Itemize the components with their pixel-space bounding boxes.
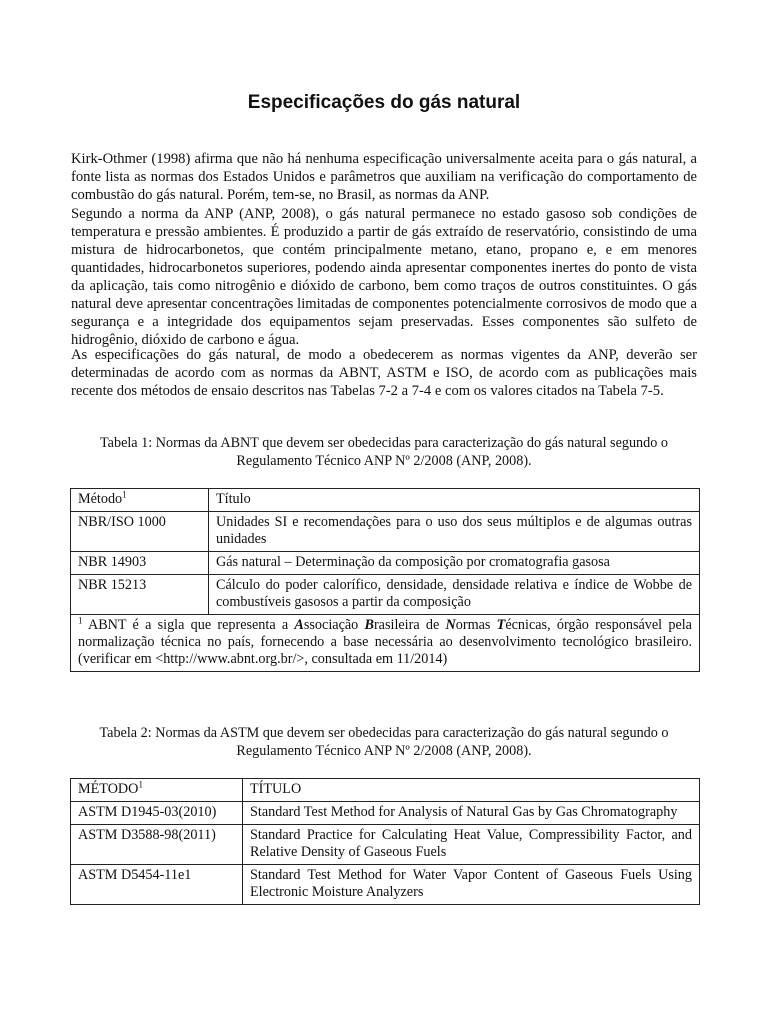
header-cell-title: TÍTULO bbox=[243, 779, 700, 802]
table-row bbox=[71, 802, 700, 825]
table-row bbox=[71, 865, 700, 905]
abnt-standards-table bbox=[70, 488, 700, 672]
table1-caption: Tabela 1: Normas da ABNT que devem ser obedecidas para caracterização do gás natural segundo o Regulamento Técnico ANP Nº 2/2008 (ANP, 2008). bbox=[100, 435, 668, 469]
title-cell: Gás natural – Determinação da composição por cromatografia gasosa bbox=[209, 552, 700, 575]
method-cell: NBR 14903 bbox=[71, 552, 209, 575]
header-cell-method: MÉTODO$^1$ bbox=[71, 779, 243, 802]
header-cell-method: Método$^1$ bbox=[71, 489, 209, 512]
table-header-row bbox=[71, 489, 700, 512]
paragraph-1: Kirk-Othmer (1998) afirma que não há nenhuma especificação universalmente aceita para o gás natural, a fonte lista as normas dos Estados Unidos e parâmetros que auxiliam na verificação do comportamento de combustão do gás natural. Porém, tem-se, no Brasil, as normas da ANP. bbox=[71, 151, 697, 203]
method-cell: ASTM D1945-03(2010) bbox=[71, 802, 243, 825]
table-row bbox=[71, 575, 700, 615]
method-cell: ASTM D3588-98(2011) bbox=[71, 825, 243, 865]
table-row bbox=[71, 552, 700, 575]
table-row bbox=[71, 825, 700, 865]
astm-standards-table bbox=[70, 778, 700, 905]
title-cell: Standard Test Method for Analysis of Natural Gas by Gas Chromatography bbox=[243, 802, 700, 825]
method-cell: ASTM D5454-11e1 bbox=[71, 865, 243, 905]
page-title: Especificações do gás natural bbox=[247, 92, 521, 113]
method-cell: NBR 15213 bbox=[71, 575, 209, 615]
title-cell: Cálculo do poder calorífico, densidade, densidade relativa e índice de Wobbe de combustíveis gasosos a partir da composição bbox=[209, 575, 700, 615]
method-cell: NBR/ISO 1000 bbox=[71, 512, 209, 552]
table-header-row bbox=[71, 779, 700, 802]
table-row bbox=[71, 512, 700, 552]
title-cell: Unidades SI e recomendações para o uso dos seus múltiplos e de algumas outras unidades bbox=[209, 512, 700, 552]
title-cell: Standard Practice for Calculating Heat Value, Compressibility Factor, and Relative Density of Gaseous Fuels bbox=[243, 825, 700, 865]
header-cell-title: Título bbox=[209, 489, 700, 512]
paragraph-3: As especificações do gás natural, de modo a obedecerem as normas vigentes da ANP, deverão ser determinadas de acordo com as normas da ABNT, ASTM e ISO, de acordo com as publicações mais recente dos métodos de ensaio descritos nas Tabelas 7-2 a 7-4 e com os valores citados na Tabela 7-5. bbox=[71, 347, 697, 399]
table-footnote: $^1$ ABNT é a sigla que representa a Associação Brasileira de Normas Técnicas, órgão responsável pela normalização técnica no país, fornecendo a base necessária ao desenvolvimento tecnológico brasileiro. (verificar em <http://www.abnt.org.br/>, consultada em 11/2014) bbox=[71, 615, 700, 672]
paragraph-2: Segundo a norma da ANP (ANP, 2008), o gás natural permanece no estado gasoso sob condições de temperatura e pressão ambientes. É produzido a partir de gás extraído de reservatório, consistindo de uma mistura de hidrocarbonetos, que contém principalmente metano, etano, propano e, e em menores quantidades, hidrocarbonetos superiores, podendo ainda apresentar componentes inertes do ponto de vista da aplicação, tais como nitrogênio e dióxido de carbono, bem como traços de outros constituintes. O gás natural deve apresentar concentrações limitadas de componentes potencialmente corrosivos de modo que a segurança e a integridade dos equipamentos sejam preservadas. Esses componentes são sulfeto de hidrogênio, dióxido de carbono e água. bbox=[71, 206, 697, 348]
title-cell: Standard Test Method for Water Vapor Content of Gaseous Fuels Using Electronic Moisture Analyzers bbox=[243, 865, 700, 905]
table2-caption: Tabela 2: Normas da ASTM que devem ser obedecidas para caracterização do gás natural segundo o Regulamento Técnico ANP Nº 2/2008 (ANP, 2008). bbox=[99, 725, 669, 759]
table-footnote-row bbox=[71, 615, 700, 672]
